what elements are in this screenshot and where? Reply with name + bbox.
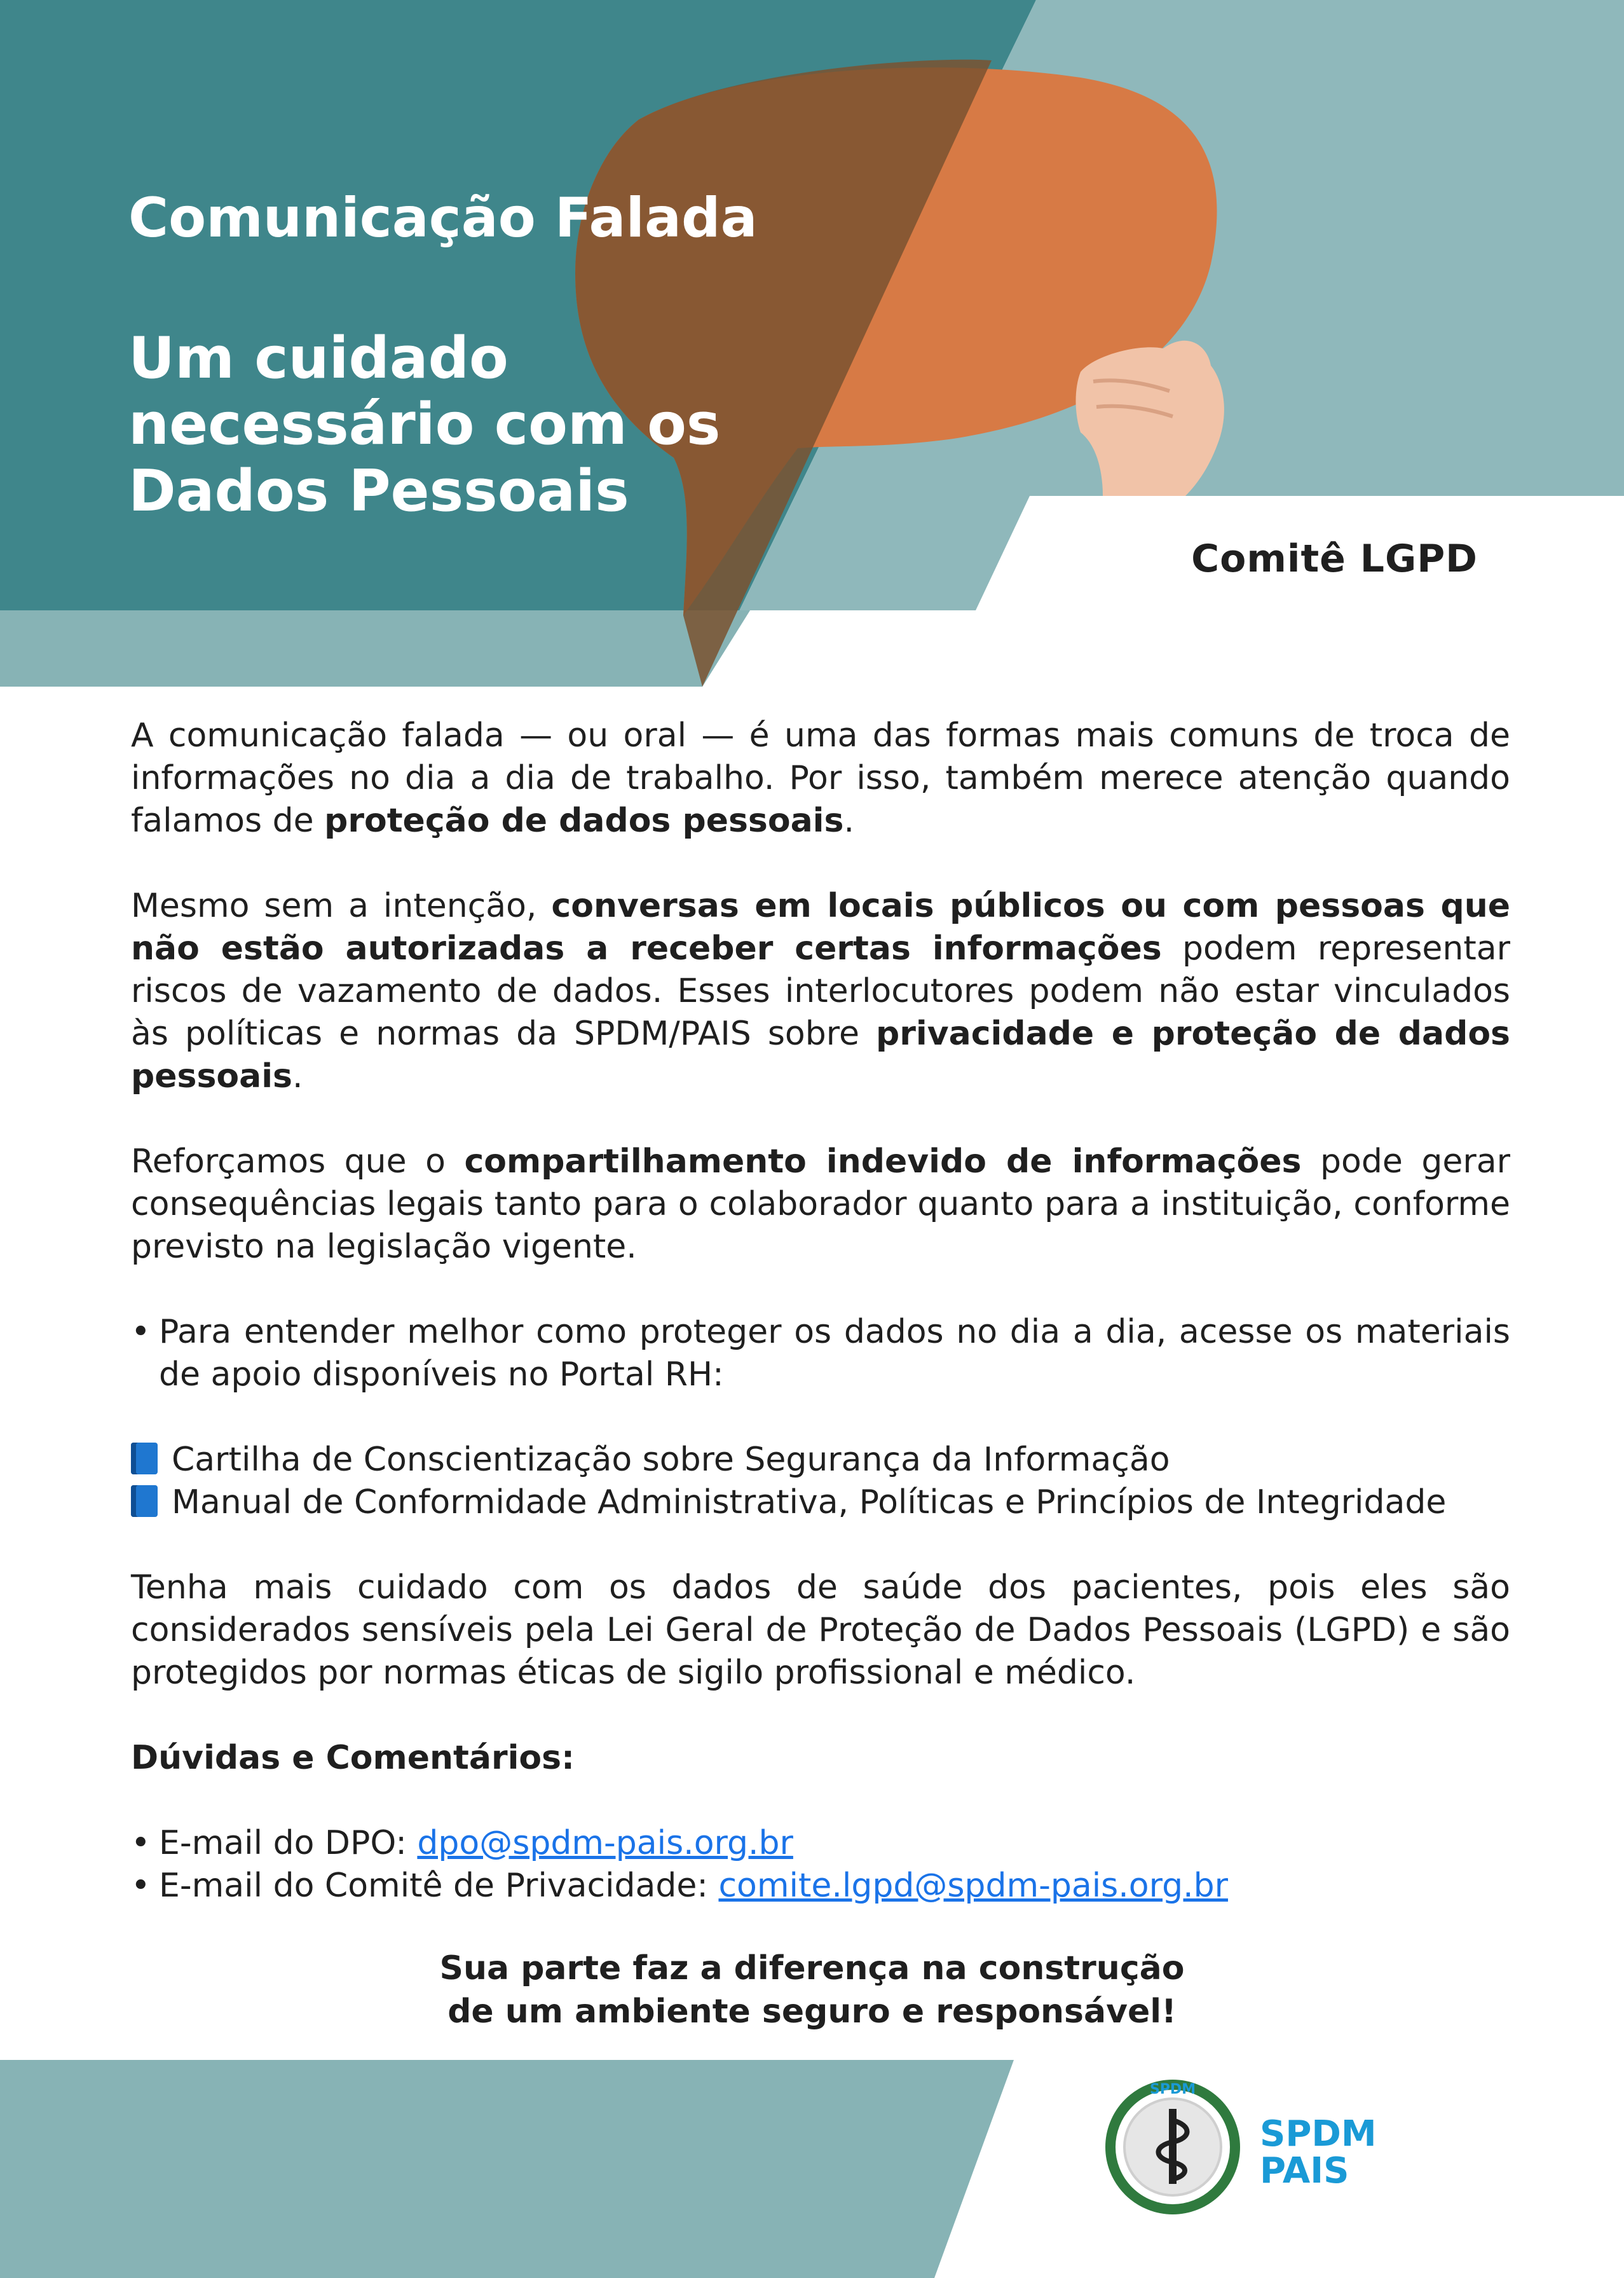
banner-teal-strip xyxy=(0,610,750,687)
materials-list xyxy=(131,1439,1510,1524)
paragraph-risks: Mesmo sem a intenção, conversas em locais públicos ou com pessoas que não estão autorizadas a receber certas informações podem representar riscos de vazamento de dados. Esses interlocutores podem não estar vinculados às políticas e normas da SPDM/PAIS sobre privacidade e proteção de dados pessoais. xyxy=(131,887,1510,1095)
committee-label: Comitê LGPD xyxy=(1191,537,1478,581)
blue-book-icon xyxy=(131,1443,158,1474)
contacts-list xyxy=(131,1822,1510,1907)
page-subtitle: Um cuidado necessário com os Dados Pessoais xyxy=(128,325,721,525)
bullet-icon: • xyxy=(131,1867,151,1905)
bullet-icon: • xyxy=(131,1824,151,1862)
main-content xyxy=(131,715,1510,1950)
contact-item-dpo: • E-mail do DPO: dpo@spdm-pais.org.br xyxy=(131,1822,1510,1865)
bullet-icon: • xyxy=(131,1313,151,1351)
paragraph-health-data: Tenha mais cuidado com os dados de saúde dos pacientes, pois eles são considerados sensíveis pela Lei Geral de Proteção de Dados Pessoais (LGPD) e são protegidos por normas éticas de sigilo profissional e médico. xyxy=(131,1568,1510,1692)
paragraph-consequences: Reforçamos que o compartilhamento indevido de informações pode gerar consequências legais tanto para o colaborador quanto para a instituição, conforme previsto na legislação vigente. xyxy=(131,1142,1510,1266)
logo-ring-text: SPDM xyxy=(1149,2082,1196,2097)
logo-wordmark: SPDM PAIS xyxy=(1260,2113,1377,2192)
dpo-email-link[interactable]: dpo@spdm-pais.org.br xyxy=(417,1824,793,1862)
material-item-cartilha[interactable]: Cartilha de Conscientização sobre Segurança da Informação xyxy=(131,1439,1510,1481)
committee-email-link[interactable]: comite.lgpd@spdm-pais.org.br xyxy=(718,1867,1229,1905)
page-title: Comunicação Falada xyxy=(128,186,758,250)
material-item-manual[interactable]: Manual de Conformidade Administrativa, Políticas e Princípios de Integridade xyxy=(131,1481,1510,1524)
closing-message: Sua parte faz a diferença na construção de um ambiente seguro e responsável! xyxy=(439,1949,1185,2031)
paragraph-intro: A comunicação falada — ou oral — é uma das formas mais comuns de troca de informações no dia a dia de trabalho. Por isso, também merece atenção quando falamos de proteção de dados pessoais. xyxy=(131,717,1510,840)
spdm-logo xyxy=(1103,2076,1243,2216)
contact-item-privacy-committee: • E-mail do Comitê de Privacidade: comite.lgpd@spdm-pais.org.br xyxy=(131,1865,1510,1907)
blue-book-icon xyxy=(131,1485,158,1517)
list-item-portal: • Para entender melhor como proteger os dados no dia a dia, acesse os materiais de apoio disponíveis no Portal RH: xyxy=(131,1311,1510,1396)
footer-decoration xyxy=(0,2060,1624,2278)
contacts-heading: Dúvidas e Comentários: xyxy=(131,1739,575,1777)
